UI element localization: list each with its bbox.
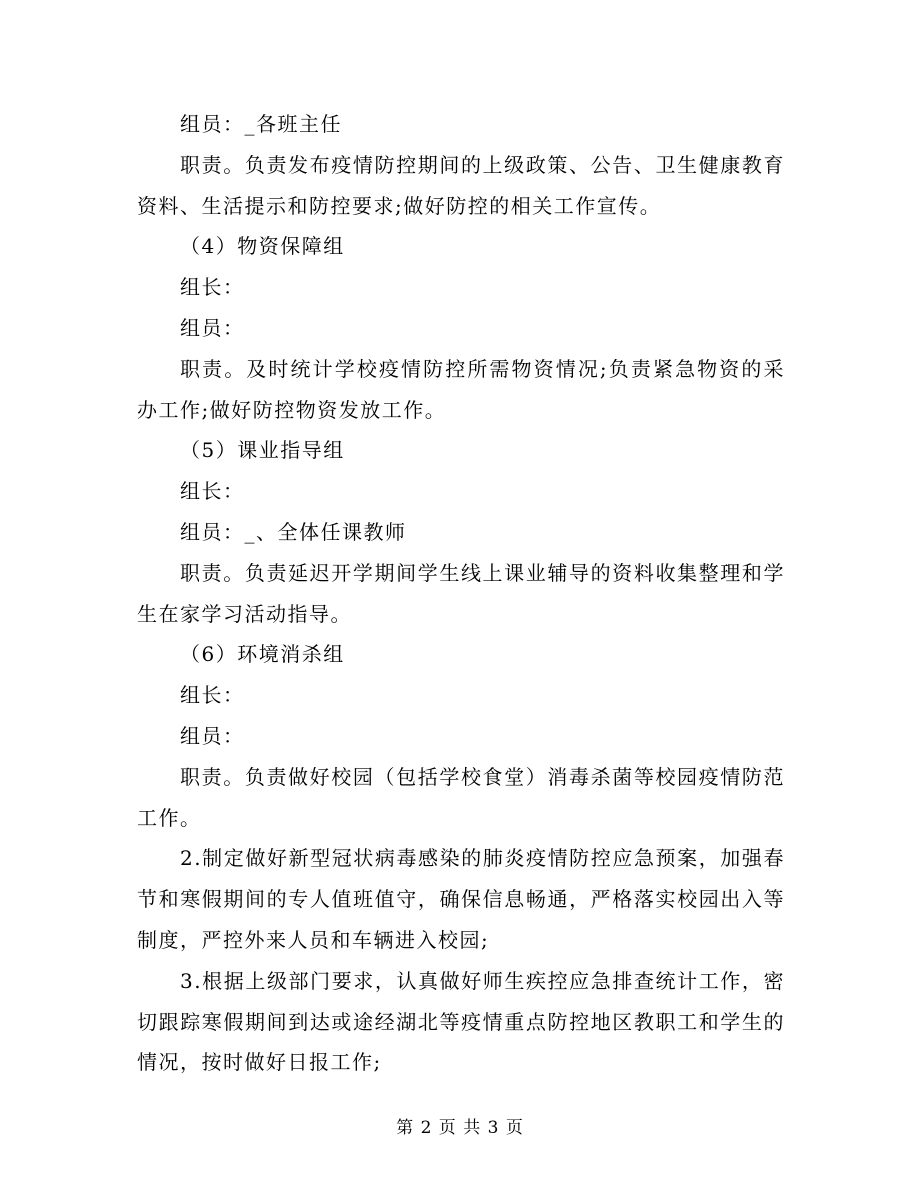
paragraph: 组员：_、全体任课教师 [180, 519, 407, 544]
page-footer [0, 1113, 920, 1138]
paragraph: 职责。负责延迟开学期间学生线上课业辅导的资料收集整理和学生在家学习活动指导。 [137, 560, 785, 626]
paragraph: 组员：_各班主任 [180, 112, 342, 136]
section-heading: （6）环境消杀组 [180, 642, 345, 667]
paragraph: 组长： [180, 275, 245, 300]
document-body [137, 104, 785, 1083]
paragraph: 组长： [180, 683, 245, 708]
section-heading: （4）物资保障组 [180, 234, 345, 259]
paragraph: 职责。负责做好校园（包括学校食堂）消毒杀菌等校园疫情防范工作。 [137, 764, 785, 830]
paragraph: 职责。负责发布疫情防控期间的上级政策、公告、卫生健康教育资料、生活提示和防控要求;做好防控的相关工作宣传。 [137, 152, 785, 218]
section-heading: （5）课业指导组 [180, 438, 345, 463]
paragraph: 职责。及时统计学校疫情防控所需物资情况;负责紧急物资的采办工作;做好防控物资发放工作。 [137, 356, 785, 422]
paragraph: 组员： [180, 315, 245, 340]
paragraph: 组长： [180, 479, 245, 504]
paragraph: 3.根据上级部门要求，认真做好师生疾控应急排查统计工作，密切跟踪寒假期间到达或途经湖北等疫情重点防控地区教职工和学生的情况，按时做好日报工作; [137, 968, 785, 1075]
page-number-label: 第 2 页 共 3 页 [396, 1118, 524, 1138]
paragraph: 2.制定做好新型冠状病毒感染的肺炎疫情防控应急预案，加强春节和寒假期间的专人值班值守，确保信息畅通，严格落实校园出入等制度，严控外来人员和车辆进入校园; [137, 846, 785, 952]
paragraph: 组员： [180, 723, 245, 748]
